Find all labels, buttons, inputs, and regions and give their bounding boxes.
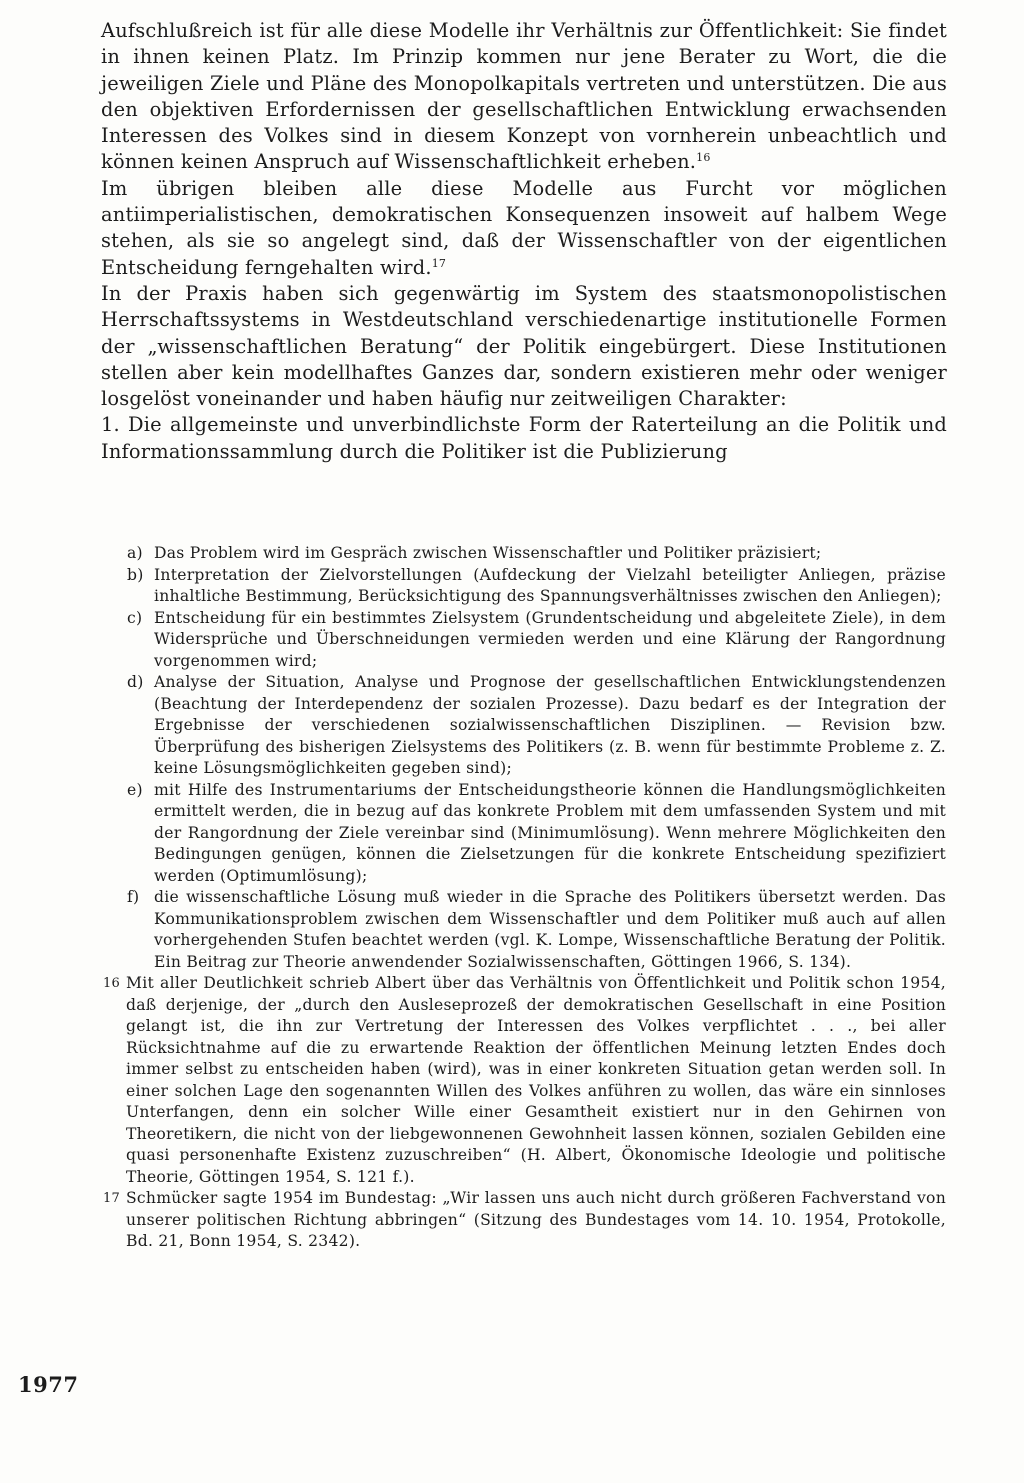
footnote-text: Schmücker sagte 1954 im Bundestag: „Wir lassen uns auch nicht durch größeren Fachverstand von unserer politischen Richtung abbringen“ (Sitzung des Bundestages vom 14. 10. 1954, Protokolle, Bd. 21, Bonn 1954, S. 2342).: [126, 1189, 946, 1250]
footnote-ref: 16: [696, 151, 711, 165]
footnote-text: Mit aller Deutlichkeit schrieb Albert über das Verhältnis von Öffentlichkeit und Politik schon 1954, daß derjenige, der „durch den Ausleseprozeß der demokratischen Gesellschaft in eine Position gelangt ist, die ihn zur Vertretung der Interessen des Volkes verpflichtet . . ., bei aller Rücksichtnahme auf die zu erwartende Reaktion der öffentlichen Meinung letzten Endes doch immer selbst zu entscheiden haben (wird), was in einer konkreten Situation getan werden soll. In einer solchen Lage den sogenannten Willen des Volkes anführen zu wollen, das wäre ein sinnloses Unterfangen, denn ein solcher Wille einer Gesamtheit existiert nur in den Gehirnen von Theoretikern, die nicht von der liebgewonnenen Gewohnheit lassen können, sozialen Gebilden eine quasi personenhafte Existenz zuzuschreiben“ (H. Albert, Ökonomische Ideologie und politische Theorie, Göttingen 1954, S. 121 f.).: [126, 974, 946, 1186]
footnote-16: [103, 973, 946, 1188]
footnote-ref: 17: [431, 256, 447, 270]
list-item-label: a): [127, 544, 143, 562]
main-text: [101, 18, 947, 465]
footnote-number: 17: [103, 1191, 121, 1206]
list-item: [103, 780, 946, 888]
footnote-17: [103, 1188, 946, 1253]
list-item-text: Entscheidung für ein bestimmtes Zielsystem (Grundentscheidung und abgeleitete Ziele), in dem Widersprüche und Überschneidungen vermieden werden und eine Klärung der Rangordnung vorgenommen wird;: [154, 608, 946, 670]
list-item: [103, 672, 946, 780]
paragraph: 1. Die allgemeinste und unverbindlichste Form der Raterteilung an die Politik und Informationssammlung durch die Politiker ist die Publizierung: [101, 413, 947, 463]
footnote-number: 16: [103, 976, 121, 991]
list-item-label: c): [127, 608, 143, 627]
paragraph: Im übrigen bleiben alle diese Modelle aus Furcht vor möglichen antiimperialistischen, demokratischen Konsequenzen insoweit auf halbem Wege stehen, als sie so angelegt sind, daß der Wissenschaftler von der eigentlichen Entscheidung ferngehalten wird.$^{17}$: [101, 176, 947, 279]
notes-block: [103, 543, 946, 1253]
list-item-text: die wissenschaftliche Lösung muß wieder in die Sprache des Politikers übersetzt werden. Das Kommunikationsproblem zwischen dem Wissenschaftler und dem Politiker muß auch auf allen vorhergehenden Stufen beachtet werden (vgl. K. Lompe, Wissenschaftliche Beratung der Politik. Ein Beitrag zur Theorie anwendender Sozialwissenschaften, Göttingen 1966, S. 134).: [154, 888, 946, 971]
list-item-label: f): [127, 888, 140, 906]
list-item-text: Analyse der Situation, Analyse und Prognose der gesellschaftlichen Entwicklungstendenzen (Beachtung der Interdependenz der sozialen Prozesse). Dazu bedarf es der Integration der Ergebnisse der verschiedenen sozialwissenschaftlichen Disziplinen. — Revision bzw. Überprüfung des bisherigen Zielsystems des Politikers (z. B. wenn für bestimmte Probleme z. Z. keine Lösungsmöglichkeiten gegeben sind);: [154, 673, 946, 777]
list-item-label: b): [127, 565, 144, 584]
page-number: 1977: [18, 1372, 79, 1397]
list-item: [103, 887, 946, 973]
paragraph: Aufschlußreich ist für alle diese Modelle ihr Verhältnis zur Öffentlichkeit: Sie findet in ihnen keinen Platz. Im Prinzip kommen nur jene Berater zu Wort, die die jeweiligen Ziele und Pläne des Monopolkapitals vertreten und unterstützen. Die aus den objektiven Erfordernissen der gesellschaftlichen Entwicklung erwachsenden Interessen des Volkes sind in diesem Konzept von vornherein unbeachtlich und können keinen Anspruch auf Wissenschaftlichkeit erheben.$^{16}$: [101, 19, 947, 174]
list-item: [103, 543, 946, 565]
list-item-text: Das Problem wird im Gespräch zwischen Wissenschaftler und Politiker präzisiert;: [154, 544, 822, 562]
list-item-text: mit Hilfe des Instrumentariums der Entscheidungstheorie können die Handlungsmöglichkeiten ermittelt werden, die in bezug auf das konkrete Problem mit dem umfassenden System und mit der Rangordnung der Ziele vereinbar sind (Minimumlösung). Wenn mehrere Möglichkeiten den Bedingungen genügen, können die Zielsetzungen für die konkrete Entscheidung spezifiziert werden (Optimumlösung);: [154, 780, 946, 885]
list-item: [103, 608, 946, 673]
list-item-label: d): [127, 673, 144, 691]
list-item-text: Interpretation der Zielvorstellungen (Aufdeckung der Vielzahl beteiligter Anliegen, präzise inhaltliche Bestimmung, Berücksichtigung des Spannungsverhältnisses zwischen den Anliegen);: [154, 565, 946, 605]
list-item: [103, 565, 946, 608]
paragraph: In der Praxis haben sich gegenwärtig im System des staatsmonopolistischen Herrschaftssystems in Westdeutschland verschiedenartige institutionelle Formen der „wissenschaftlichen Beratung“ der Politik eingebürgert. Diese Institutionen stellen aber kein modellhaftes Ganzes dar, sondern existieren mehr oder weniger losgelöst voneinander und haben häufig nur zeitweiligen Charakter:: [101, 281, 947, 411]
list-item-label: e): [127, 780, 143, 799]
